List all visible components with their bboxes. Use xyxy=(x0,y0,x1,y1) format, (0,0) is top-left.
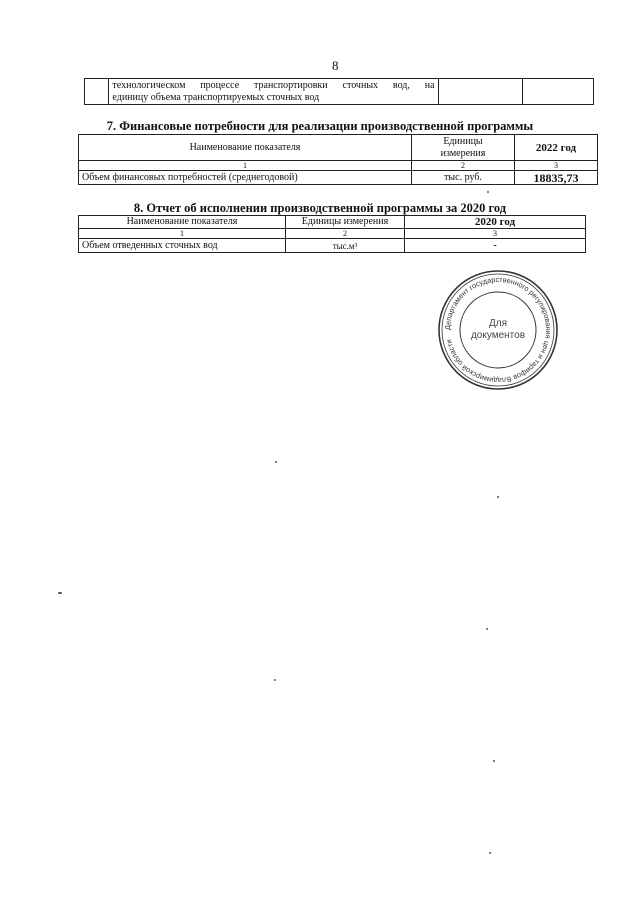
header-indicator: Наименование показателя xyxy=(79,216,286,229)
empty-cell xyxy=(523,79,594,105)
stamp-ring-text: Департамент государственного регулирования цен и тарифов Владимирской области xyxy=(442,274,554,386)
top-continuation-table xyxy=(84,78,594,105)
indicator-cell: Объем отведенных сточных вод xyxy=(79,239,286,253)
scan-speck xyxy=(274,679,276,681)
official-stamp xyxy=(436,268,560,392)
header-year: 2020 год xyxy=(405,216,586,229)
header-units: Единицы измерения xyxy=(286,216,405,229)
table-row xyxy=(79,171,598,185)
table-row xyxy=(79,239,586,253)
units-cell: тыс.м³ xyxy=(286,239,405,253)
col-number: 2 xyxy=(412,161,515,171)
stamp-center-line-1: Для xyxy=(488,318,508,329)
col-number: 1 xyxy=(79,161,412,171)
table-header-row xyxy=(79,216,586,229)
header-year: 2022 год xyxy=(515,135,598,161)
units-cell: тыс. руб. xyxy=(412,171,515,185)
scan-speck xyxy=(58,592,62,594)
section8-title: 8. Отчет об исполнении производственной программы за 2020 год xyxy=(133,201,507,215)
col-number: 2 xyxy=(286,229,405,239)
col-number: 3 xyxy=(405,229,586,239)
table-header-row xyxy=(79,135,598,161)
scan-speck xyxy=(487,191,489,193)
description-line-2: единицу объема транспортируемых сточных вод xyxy=(112,91,320,103)
scan-speck xyxy=(493,760,495,762)
indicator-cell: Объем финансовых потребностей (среднегодовой) xyxy=(79,171,412,185)
row-number-cell xyxy=(85,79,109,105)
scan-speck xyxy=(489,852,491,854)
program-report-table xyxy=(78,215,586,253)
empty-cell xyxy=(438,79,522,105)
table-number-row xyxy=(79,229,586,239)
table-number-row xyxy=(79,161,598,171)
header-units: Единицы измерения xyxy=(412,135,515,161)
description-line-1: технологическом процессе транспортировки сточных вод, на xyxy=(112,79,435,91)
scan-speck xyxy=(497,496,499,498)
financial-needs-table xyxy=(78,134,598,185)
value-cell: 18835,73 xyxy=(515,171,598,185)
scan-speck xyxy=(275,461,277,463)
section7-title: 7. Финансовые потребности для реализации производственной программы xyxy=(106,119,534,133)
stamp-center-line-2: документов xyxy=(470,330,526,341)
scan-speck xyxy=(486,628,488,630)
value-cell: - xyxy=(405,239,586,253)
col-number: 3 xyxy=(515,161,598,171)
col-number: 1 xyxy=(79,229,286,239)
table-row xyxy=(85,79,594,105)
header-indicator: Наименование показателя xyxy=(79,135,412,161)
page-number: 8 xyxy=(332,58,339,73)
description-cell xyxy=(109,79,438,105)
